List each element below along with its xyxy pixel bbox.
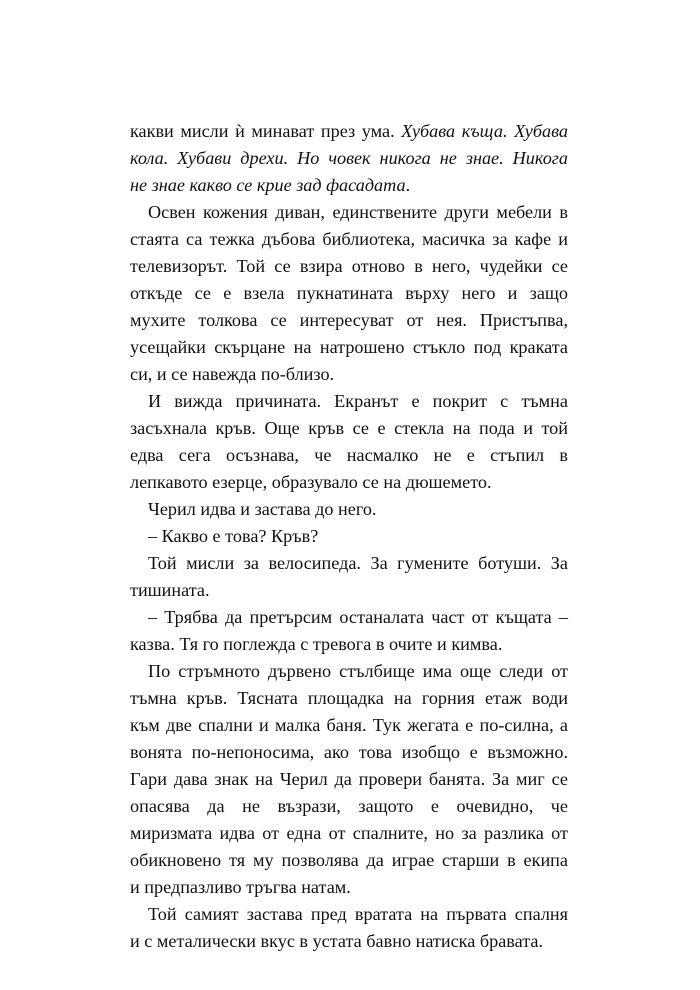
text-run: . [405, 175, 411, 195]
text-line [130, 847, 568, 874]
paragraph [130, 550, 568, 604]
text-run: и предпазливо тръгва натам. [130, 877, 351, 897]
text-line [130, 172, 568, 199]
text-line [130, 361, 568, 388]
text-run: Той самият застава пред вратата на първата спалня [148, 904, 568, 924]
text-run: и с металически вкус в устата бавно натиска бравата. [130, 931, 544, 951]
text-run: усещайки скърцане на натрошено стъкло под краката [130, 337, 568, 357]
text-run: едва сега осъзнава, че насмалко не е стъпил в [130, 445, 568, 465]
text-run: Той мисли за велосипеда. За гумените ботуши. За [148, 553, 568, 573]
text-run: мухите толкова се интересуват от нея. Пристъпва, [130, 310, 568, 330]
text-line [130, 820, 568, 847]
text-line [130, 577, 568, 604]
text-line [130, 442, 568, 469]
book-page-text [130, 118, 568, 955]
text-run: Гари дава знак на Черил да провери банята. За миг се [130, 769, 568, 789]
paragraph [130, 496, 568, 523]
text-line [130, 469, 568, 496]
italic-text: Хубава къща. Хубава [401, 121, 568, 141]
text-run: стаята са тежка дъбова библиотека, масичка за кафе и [130, 229, 568, 249]
text-line [130, 307, 568, 334]
text-run: си, и се навежда по-близо. [130, 364, 335, 384]
text-line [130, 631, 568, 658]
text-line [130, 604, 568, 631]
text-run: телевизорът. Той се взира отново в него, чудейки се [130, 256, 568, 276]
text-run: към две спални и малка баня. Тук жегата е по-силна, а [130, 715, 568, 735]
text-line [130, 739, 568, 766]
text-run: обикновено тя му позволява да играе старши в екипа [130, 850, 568, 870]
text-line [130, 658, 568, 685]
text-line [130, 226, 568, 253]
text-line [130, 253, 568, 280]
text-run: вонята по-непоносима, ако това изобщо е възможно. [130, 742, 568, 762]
paragraph [130, 118, 568, 199]
text-run: миризмата идва от една от спалните, но за разлика от [130, 823, 568, 843]
text-line [130, 118, 568, 145]
italic-text: кола. Хубави дрехи. Но човек никога не знае. Никога [130, 148, 568, 168]
text-line [130, 928, 568, 955]
text-run: засъхнала кръв. Още кръв се е стекла на пода и той [130, 418, 568, 438]
text-line [130, 901, 568, 928]
text-run: Черил идва и застава до него. [148, 499, 377, 519]
text-line [130, 496, 568, 523]
text-line [130, 685, 568, 712]
text-line [130, 199, 568, 226]
text-line [130, 415, 568, 442]
paragraph [130, 199, 568, 388]
text-run: откъде се е взела пукнатината върху него и защо [130, 283, 568, 303]
text-run: какви мисли ѝ минават през ума. [130, 121, 402, 141]
text-line [130, 334, 568, 361]
paragraph [130, 658, 568, 901]
text-run: – Трябва да претърсим останалата част от къщата – [148, 607, 568, 627]
text-run: По стръмното дървено стълбище има още следи от [148, 661, 568, 681]
text-run: тъмна кръв. Тясната площадка на горния етаж води [130, 688, 568, 708]
text-run: лепкавото езерце, образувало се на дюшемето. [130, 472, 492, 492]
text-line [130, 523, 568, 550]
text-line [130, 793, 568, 820]
text-run: Освен кожения диван, единствените други мебели в [148, 202, 568, 222]
paragraph [130, 901, 568, 955]
italic-text: не знае какво се крие зад фасадата [130, 175, 406, 195]
text-run: – Какво е това? Кръв? [148, 526, 319, 546]
text-line [130, 388, 568, 415]
text-run: И вижда причината. Екранът е покрит с тъмна [148, 391, 568, 411]
text-line [130, 550, 568, 577]
text-line [130, 766, 568, 793]
text-line [130, 280, 568, 307]
text-run: опасява да не възрази, защото е очевидно, че [130, 796, 568, 816]
text-line [130, 712, 568, 739]
text-run: тишината. [130, 580, 210, 600]
text-line [130, 145, 568, 172]
paragraph [130, 523, 568, 550]
paragraph [130, 604, 568, 658]
paragraph [130, 388, 568, 496]
text-line [130, 874, 568, 901]
text-run: казва. Тя го поглежда с тревога в очите и кимва. [130, 634, 503, 654]
